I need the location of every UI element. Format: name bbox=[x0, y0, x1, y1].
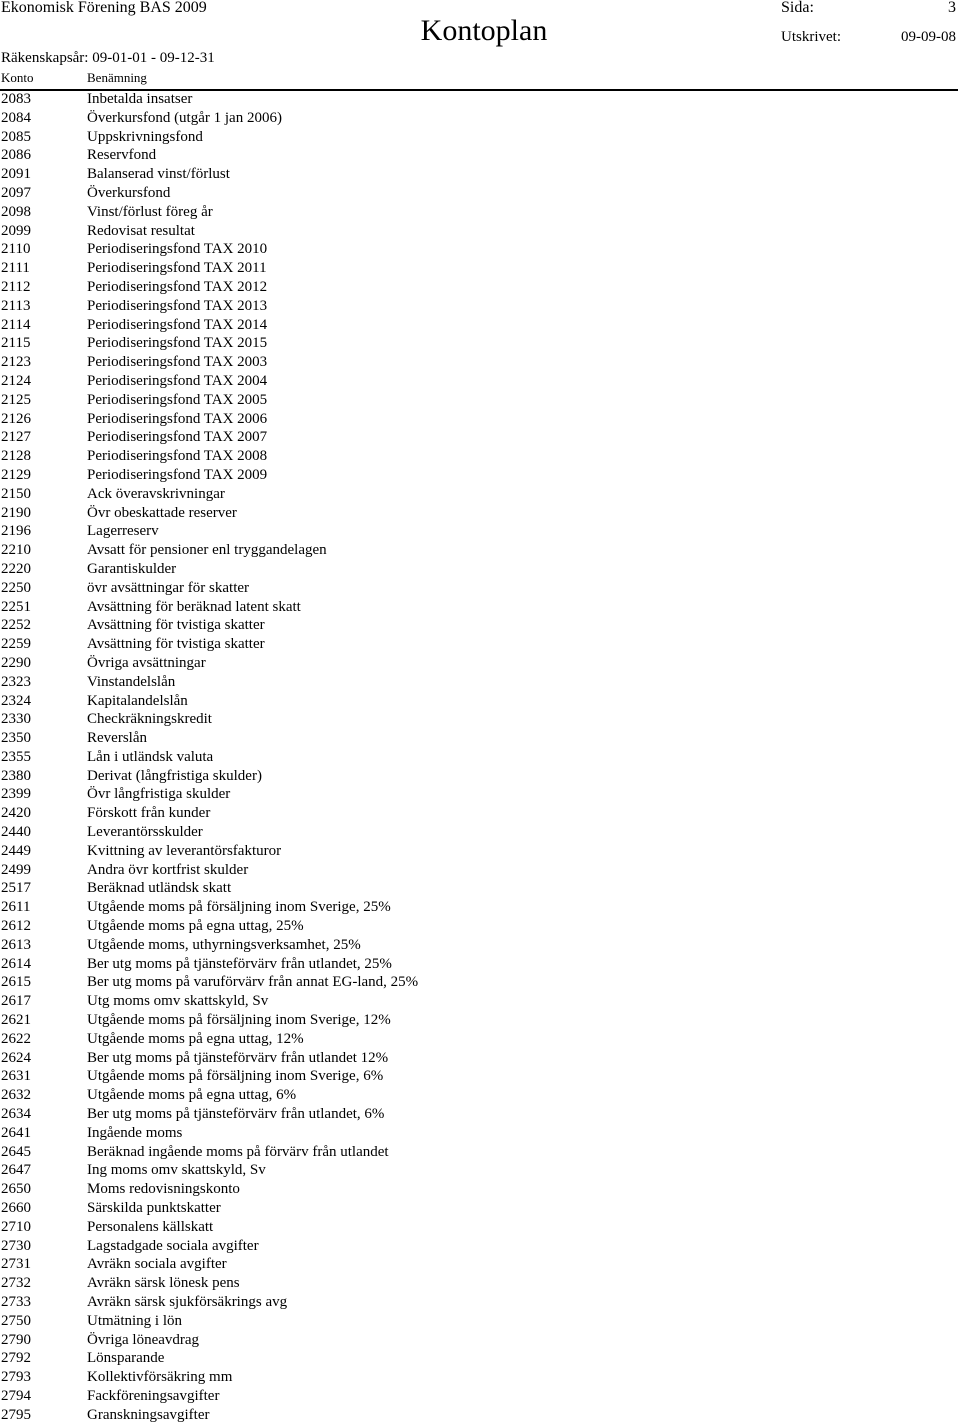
account-number: 2624 bbox=[1, 1049, 31, 1066]
account-row bbox=[0, 673, 960, 692]
account-number: 2350 bbox=[1, 730, 31, 747]
account-number: 2611 bbox=[1, 899, 31, 916]
account-row bbox=[0, 579, 960, 598]
account-list bbox=[0, 90, 960, 1425]
account-name: Utgående moms på egna uttag, 12% bbox=[87, 1030, 304, 1047]
printed-label: Utskrivet: bbox=[781, 29, 841, 45]
account-row bbox=[0, 391, 960, 410]
account-row bbox=[0, 1406, 960, 1425]
account-row bbox=[0, 240, 960, 259]
account-number: 2613 bbox=[1, 936, 31, 953]
account-row bbox=[0, 466, 960, 485]
account-number: 2111 bbox=[1, 260, 30, 277]
account-row bbox=[0, 785, 960, 804]
account-number: 2210 bbox=[1, 542, 31, 559]
account-row bbox=[0, 804, 960, 823]
account-number: 2129 bbox=[1, 466, 31, 483]
account-row bbox=[0, 410, 960, 429]
account-name: Periodiseringsfond TAX 2007 bbox=[87, 429, 268, 446]
account-name: Särskilda punktskatter bbox=[87, 1200, 221, 1217]
account-row bbox=[0, 1049, 960, 1068]
account-name: Överkursfond (utgår 1 jan 2006) bbox=[87, 109, 282, 126]
account-name: Uppskrivningsfond bbox=[87, 128, 203, 145]
account-number: 2632 bbox=[1, 1087, 31, 1104]
account-name: Övriga avsättningar bbox=[87, 654, 206, 671]
account-number: 2645 bbox=[1, 1143, 31, 1160]
account-number: 2323 bbox=[1, 673, 31, 690]
account-number: 2380 bbox=[1, 767, 31, 784]
account-number: 2127 bbox=[1, 429, 31, 446]
account-number: 2099 bbox=[1, 222, 31, 239]
account-row bbox=[0, 1011, 960, 1030]
account-name: Balanserad vinst/förlust bbox=[87, 166, 230, 183]
account-name: Utgående moms på försäljning inom Sverige, 25% bbox=[87, 899, 391, 916]
account-row bbox=[0, 654, 960, 673]
account-number: 2220 bbox=[1, 560, 31, 577]
account-name: Avsättning för tvistiga skatter bbox=[87, 636, 265, 653]
account-name: Ber utg moms på tjänsteförvärv från utlandet, 25% bbox=[87, 955, 392, 972]
account-row bbox=[0, 1255, 960, 1274]
page-title: Kontoplan bbox=[420, 14, 548, 47]
account-number: 2449 bbox=[1, 842, 31, 859]
account-row bbox=[0, 146, 960, 165]
account-number: 2650 bbox=[1, 1181, 31, 1198]
account-row bbox=[0, 823, 960, 842]
account-name: Avräkn särsk sjukförsäkrings avg bbox=[87, 1294, 288, 1310]
account-name: Lån i utländsk valuta bbox=[87, 748, 214, 765]
account-number: 2086 bbox=[1, 147, 31, 164]
account-number: 2612 bbox=[1, 918, 31, 935]
account-number: 2355 bbox=[1, 748, 31, 765]
account-row bbox=[0, 710, 960, 729]
account-number: 2440 bbox=[1, 824, 31, 841]
account-number: 2091 bbox=[1, 166, 31, 183]
account-name: Periodiseringsfond TAX 2004 bbox=[87, 372, 268, 389]
account-number: 2259 bbox=[1, 636, 31, 653]
account-name: Periodiseringsfond TAX 2008 bbox=[87, 448, 268, 465]
account-row bbox=[0, 259, 960, 278]
account-number: 2750 bbox=[1, 1312, 31, 1329]
account-name: Ber utg moms på tjänsteförvärv från utlandet, 6% bbox=[87, 1106, 385, 1123]
account-row bbox=[0, 1312, 960, 1331]
account-row bbox=[0, 560, 960, 579]
page-label: Sida: bbox=[781, 0, 814, 16]
account-name: Ing moms omv skattskyld, Sv bbox=[87, 1162, 266, 1179]
account-row bbox=[0, 278, 960, 297]
account-row bbox=[0, 1331, 960, 1350]
account-name: Kapitalandelslån bbox=[87, 692, 188, 709]
account-row bbox=[0, 1237, 960, 1256]
column-header-name: Benämning bbox=[87, 70, 147, 85]
account-row bbox=[0, 334, 960, 353]
account-name: Garantiskulder bbox=[87, 560, 177, 577]
account-number: 2252 bbox=[1, 617, 31, 634]
account-row bbox=[0, 1161, 960, 1180]
account-row bbox=[0, 1349, 960, 1368]
account-row bbox=[0, 861, 960, 880]
account-name: Vinstandelslån bbox=[87, 673, 176, 690]
account-name: Utgående moms på egna uttag, 25% bbox=[87, 918, 304, 935]
account-row bbox=[0, 90, 960, 109]
account-name: Reverslån bbox=[87, 730, 147, 747]
account-name: Ingående moms bbox=[87, 1124, 183, 1141]
account-name: Övriga löneavdrag bbox=[87, 1331, 200, 1348]
account-number: 2617 bbox=[1, 993, 31, 1010]
account-number: 2083 bbox=[1, 91, 31, 107]
account-number: 2097 bbox=[1, 184, 31, 201]
account-row bbox=[0, 842, 960, 861]
account-name: Utmätning i lön bbox=[87, 1312, 182, 1329]
account-name: Ber utg moms på varuförvärv från annat EG-land, 25% bbox=[87, 974, 419, 991]
account-name: Beräknad ingående moms på förvärv från utlandet bbox=[87, 1143, 389, 1160]
account-row bbox=[0, 1274, 960, 1293]
account-number: 2790 bbox=[1, 1331, 31, 1348]
account-row bbox=[0, 1030, 960, 1049]
account-row bbox=[0, 917, 960, 936]
account-number: 2631 bbox=[1, 1068, 31, 1085]
account-row bbox=[0, 428, 960, 447]
account-number: 2795 bbox=[1, 1406, 31, 1423]
account-name: Avsatt för pensioner enl tryggandelagen bbox=[87, 542, 327, 559]
account-number: 2115 bbox=[1, 335, 31, 352]
account-name: Ber utg moms på tjänsteförvärv från utlandet 12% bbox=[87, 1049, 389, 1066]
account-name: Personalens källskatt bbox=[87, 1218, 214, 1235]
account-row bbox=[0, 729, 960, 748]
account-number: 2128 bbox=[1, 448, 31, 465]
account-name: Beräknad utländsk skatt bbox=[87, 880, 232, 897]
account-row bbox=[0, 522, 960, 541]
account-row bbox=[0, 504, 960, 523]
account-name: Periodiseringsfond TAX 2009 bbox=[87, 466, 268, 483]
account-number: 2730 bbox=[1, 1237, 31, 1254]
account-number: 2622 bbox=[1, 1030, 31, 1047]
account-number: 2290 bbox=[1, 654, 31, 671]
page-number: 3 bbox=[948, 0, 956, 16]
account-name: Avsättning för tvistiga skatter bbox=[87, 617, 265, 634]
account-number: 2125 bbox=[1, 391, 31, 408]
account-name: Övr långfristiga skulder bbox=[87, 786, 231, 803]
account-number: 2621 bbox=[1, 1012, 31, 1029]
account-number: 2110 bbox=[1, 241, 31, 258]
account-name: Avräkn särsk lönesk pens bbox=[87, 1275, 240, 1292]
account-name: Periodiseringsfond TAX 2003 bbox=[87, 354, 268, 371]
account-number: 2150 bbox=[1, 485, 31, 502]
account-number: 2330 bbox=[1, 711, 31, 728]
account-name: Utgående moms på egna uttag, 6% bbox=[87, 1087, 297, 1104]
account-name: Utgående moms på försäljning inom Sverige, 6% bbox=[87, 1068, 384, 1085]
account-row bbox=[0, 447, 960, 466]
account-number: 2733 bbox=[1, 1294, 31, 1310]
account-number: 2124 bbox=[1, 372, 31, 389]
account-number: 2641 bbox=[1, 1124, 31, 1141]
account-name: Utgående moms, uthyrningsverksamhet, 25% bbox=[87, 936, 361, 953]
account-row bbox=[0, 598, 960, 617]
account-row bbox=[0, 936, 960, 955]
account-number: 2250 bbox=[1, 579, 31, 596]
account-row bbox=[0, 1124, 960, 1143]
account-number: 2792 bbox=[1, 1350, 31, 1367]
account-name: Fackföreningsavgifter bbox=[87, 1387, 220, 1404]
account-row bbox=[0, 1105, 960, 1124]
account-number: 2614 bbox=[1, 955, 31, 972]
account-name: Utgående moms på försäljning inom Sverige, 12% bbox=[87, 1012, 391, 1029]
account-name: Lagstadgade sociala avgifter bbox=[87, 1237, 259, 1254]
account-row bbox=[0, 203, 960, 222]
account-row bbox=[0, 1387, 960, 1406]
account-number: 2190 bbox=[1, 504, 31, 521]
account-name: Ack överavskrivningar bbox=[87, 485, 225, 502]
account-number: 2113 bbox=[1, 297, 31, 314]
account-number: 2794 bbox=[1, 1387, 31, 1404]
account-number: 2085 bbox=[1, 128, 31, 145]
account-row bbox=[0, 128, 960, 147]
account-number: 2126 bbox=[1, 410, 31, 427]
account-name: Granskningsavgifter bbox=[87, 1406, 210, 1423]
account-number: 2112 bbox=[1, 278, 31, 295]
account-name: Kvittning av leverantörsfakturor bbox=[87, 842, 282, 859]
account-row bbox=[0, 222, 960, 241]
account-row bbox=[0, 1067, 960, 1086]
account-name: Inbetalda insatser bbox=[87, 91, 193, 107]
account-number: 2399 bbox=[1, 786, 31, 803]
account-row bbox=[0, 109, 960, 128]
account-row bbox=[0, 973, 960, 992]
account-number: 2634 bbox=[1, 1106, 31, 1123]
account-number: 2251 bbox=[1, 598, 31, 615]
account-row bbox=[0, 372, 960, 391]
account-row bbox=[0, 485, 960, 504]
account-row bbox=[0, 1180, 960, 1199]
account-name: Leverantörsskulder bbox=[87, 824, 203, 841]
account-row bbox=[0, 616, 960, 635]
account-number: 2731 bbox=[1, 1256, 31, 1273]
account-name: Periodiseringsfond TAX 2010 bbox=[87, 241, 268, 258]
account-row bbox=[0, 165, 960, 184]
printed-date: 09-09-08 bbox=[901, 29, 956, 45]
account-number: 2084 bbox=[1, 109, 31, 126]
account-name: Lönsparande bbox=[87, 1350, 165, 1367]
account-number: 2098 bbox=[1, 203, 31, 220]
account-number: 2710 bbox=[1, 1218, 31, 1235]
account-name: Redovisat resultat bbox=[87, 222, 195, 239]
account-row bbox=[0, 1293, 960, 1312]
account-number: 2420 bbox=[1, 805, 31, 822]
account-row bbox=[0, 635, 960, 654]
account-name: Vinst/förlust föreg år bbox=[87, 203, 213, 220]
account-row bbox=[0, 898, 960, 917]
account-number: 2660 bbox=[1, 1200, 31, 1217]
organization-name: Ekonomisk Förening BAS 2009 bbox=[1, 0, 207, 16]
account-row bbox=[0, 1368, 960, 1387]
account-name: Andra övr kortfrist skulder bbox=[87, 861, 249, 878]
account-number: 2123 bbox=[1, 354, 31, 371]
account-row bbox=[0, 879, 960, 898]
account-number: 2196 bbox=[1, 523, 31, 540]
account-name: Periodiseringsfond TAX 2011 bbox=[87, 260, 267, 277]
account-name: Periodiseringsfond TAX 2006 bbox=[87, 410, 268, 427]
account-name: Periodiseringsfond TAX 2012 bbox=[87, 278, 268, 295]
account-row bbox=[0, 1218, 960, 1237]
account-name: Moms redovisningskonto bbox=[87, 1181, 240, 1198]
fiscal-year: Räkenskapsår: 09-01-01 - 09-12-31 bbox=[1, 50, 215, 66]
account-name: Periodiseringsfond TAX 2005 bbox=[87, 391, 268, 408]
account-name: Avsättning för beräknad latent skatt bbox=[87, 598, 301, 615]
account-name: Förskott från kunder bbox=[87, 805, 211, 822]
account-number: 2615 bbox=[1, 974, 31, 991]
account-number: 2114 bbox=[1, 316, 31, 333]
account-name: Reservfond bbox=[87, 147, 157, 164]
account-name: Periodiseringsfond TAX 2015 bbox=[87, 335, 268, 352]
account-name: Derivat (långfristiga skulder) bbox=[87, 767, 262, 784]
account-row bbox=[0, 1086, 960, 1105]
account-row bbox=[0, 748, 960, 767]
account-row bbox=[0, 541, 960, 560]
account-number: 2324 bbox=[1, 692, 31, 709]
account-number: 2732 bbox=[1, 1275, 31, 1292]
account-name: Utg moms omv skattskyld, Sv bbox=[87, 993, 269, 1010]
account-number: 2499 bbox=[1, 861, 31, 878]
page-header bbox=[0, 0, 960, 92]
account-name: Periodiseringsfond TAX 2014 bbox=[87, 316, 268, 333]
account-number: 2517 bbox=[1, 880, 31, 897]
account-name: Kollektivförsäkring mm bbox=[87, 1369, 233, 1386]
column-header-account: Konto bbox=[1, 70, 34, 85]
account-number: 2793 bbox=[1, 1369, 31, 1386]
account-name: Checkräkningskredit bbox=[87, 711, 212, 728]
account-name: Lagerreserv bbox=[87, 523, 159, 540]
account-name: Överkursfond bbox=[87, 184, 171, 201]
account-row bbox=[0, 992, 960, 1011]
account-name: Avräkn sociala avgifter bbox=[87, 1256, 227, 1273]
account-row bbox=[0, 955, 960, 974]
account-name: Periodiseringsfond TAX 2013 bbox=[87, 297, 268, 314]
account-name: övr avsättningar för skatter bbox=[87, 579, 250, 596]
account-row bbox=[0, 184, 960, 203]
account-row bbox=[0, 316, 960, 335]
account-row bbox=[0, 353, 960, 372]
account-row bbox=[0, 767, 960, 786]
account-number: 2647 bbox=[1, 1162, 31, 1179]
account-row bbox=[0, 1199, 960, 1218]
account-row bbox=[0, 297, 960, 316]
account-row bbox=[0, 1143, 960, 1162]
account-name: Övr obeskattade reserver bbox=[87, 504, 237, 521]
account-row bbox=[0, 692, 960, 711]
